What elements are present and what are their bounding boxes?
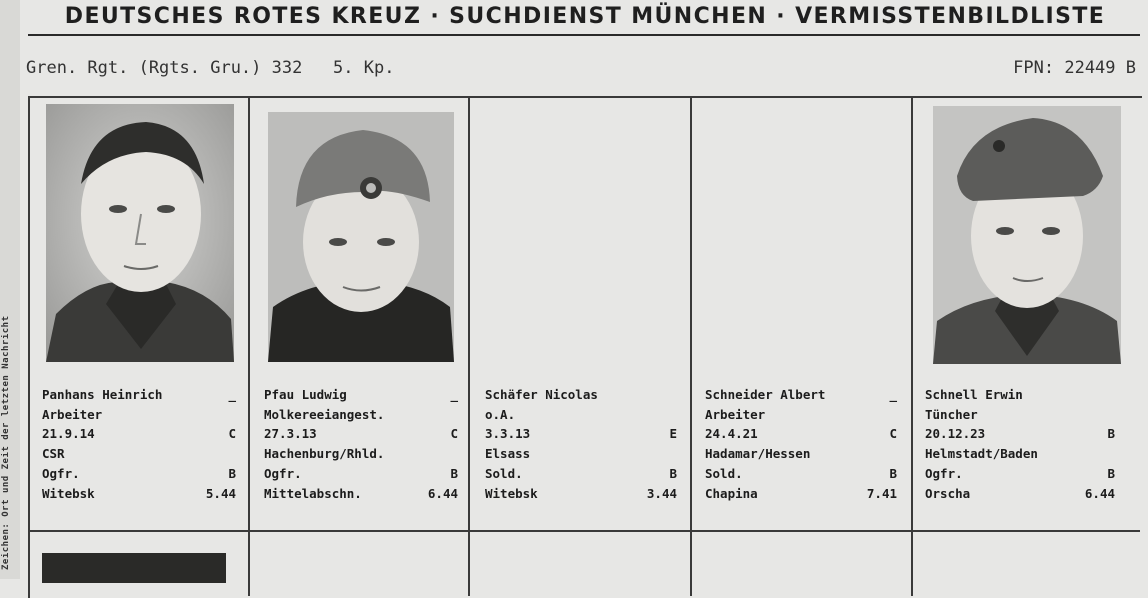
entry-last-date: 3.44	[646, 485, 677, 501]
entry-last-place: Orscha	[925, 485, 971, 501]
portrait-photo-panhans	[46, 104, 234, 362]
entry-birthplace: Helmstadt/Baden	[925, 446, 1038, 462]
entry-birthplace: Hachenburg/Rhld.	[264, 446, 385, 462]
entry-name-mark: _	[228, 387, 236, 402]
entry-last-date: 5.44	[205, 485, 236, 501]
grid-divider	[911, 96, 913, 596]
entry-card	[705, 385, 897, 503]
entry-last-date: 6.44	[427, 485, 458, 501]
entry-card	[925, 385, 1115, 503]
entry-rank-code: B	[669, 465, 677, 481]
entry-rank-code: B	[450, 465, 458, 481]
entry-birth-code: C	[889, 426, 897, 442]
entry-birthplace: Hadamar/Hessen	[705, 446, 811, 462]
entry-rank: Ogfr.	[42, 465, 80, 481]
portrait-photo-pfau	[268, 112, 454, 362]
field-post-number: FPN: 22449 B	[1013, 58, 1136, 78]
portrait-photo-schnell	[933, 106, 1121, 364]
title-rule	[28, 34, 1140, 36]
grid-row-divider	[28, 530, 1140, 532]
entry-rank: Sold.	[705, 465, 743, 481]
entry-name-mark: _	[889, 387, 897, 402]
entry-rank-code: B	[1107, 465, 1115, 481]
entry-birth-date: 3.3.13	[485, 426, 531, 442]
entry-birth-code: B	[1107, 426, 1115, 442]
entry-birthplace: Elsass	[485, 446, 531, 462]
entry-occupation: Molkereeiangest.	[264, 406, 385, 422]
grid-divider	[468, 96, 470, 596]
entry-birth-date: 27.3.13	[264, 426, 317, 442]
entry-rank: Ogfr.	[925, 465, 963, 481]
entry-occupation: Arbeiter	[705, 406, 766, 422]
entry-name: Pfau Ludwig	[264, 387, 347, 402]
entry-birth-date: 20.12.23	[925, 426, 986, 442]
entry-birth-date: 24.4.21	[705, 426, 758, 442]
entry-name: Schäfer Nicolas	[485, 387, 598, 402]
entry-birth-date: 21.9.14	[42, 426, 95, 442]
entry-rank-code: B	[228, 465, 236, 481]
entry-birth-code: E	[669, 426, 677, 442]
left-margin	[0, 0, 20, 579]
entry-card	[264, 385, 458, 503]
grid-divider	[248, 96, 250, 596]
entry-rank-code: B	[889, 465, 897, 481]
entry-last-date: 7.41	[866, 485, 897, 501]
entry-occupation: Arbeiter	[42, 406, 103, 422]
entry-last-place: Mittelabschn.	[264, 485, 362, 501]
entry-name-mark: _	[450, 387, 458, 402]
entry-name: Schnell Erwin	[925, 387, 1023, 402]
entry-birth-code: C	[450, 426, 458, 442]
entry-last-place: Witebsk	[485, 485, 538, 501]
entry-last-place: Chapina	[705, 485, 758, 501]
entry-birthplace: CSR	[42, 446, 65, 462]
entry-last-place: Witebsk	[42, 485, 95, 501]
entry-rank: Ogfr.	[264, 465, 302, 481]
margin-note: Zeichen: Ort und Zeit der letzten Nachricht	[1, 315, 11, 570]
entry-rank: Sold.	[485, 465, 523, 481]
entry-name: Panhans Heinrich	[42, 387, 163, 402]
entry-last-date: 6.44	[1084, 485, 1115, 501]
unit-designation: Gren. Rgt. (Rgts. Gru.) 332 5. Kp.	[26, 58, 395, 78]
entry-birth-code: C	[228, 426, 236, 442]
grid-divider	[690, 96, 692, 596]
entry-card	[485, 385, 677, 503]
entry-occupation: Tüncher	[925, 406, 978, 422]
entry-occupation: o.A.	[485, 406, 516, 422]
document-title: DEUTSCHES ROTES KREUZ · SUCHDIENST MÜNCHEN · VERMISSTENBILDLISTE	[64, 4, 1106, 29]
entry-card	[42, 385, 236, 503]
entry-name: Schneider Albert	[705, 387, 826, 402]
